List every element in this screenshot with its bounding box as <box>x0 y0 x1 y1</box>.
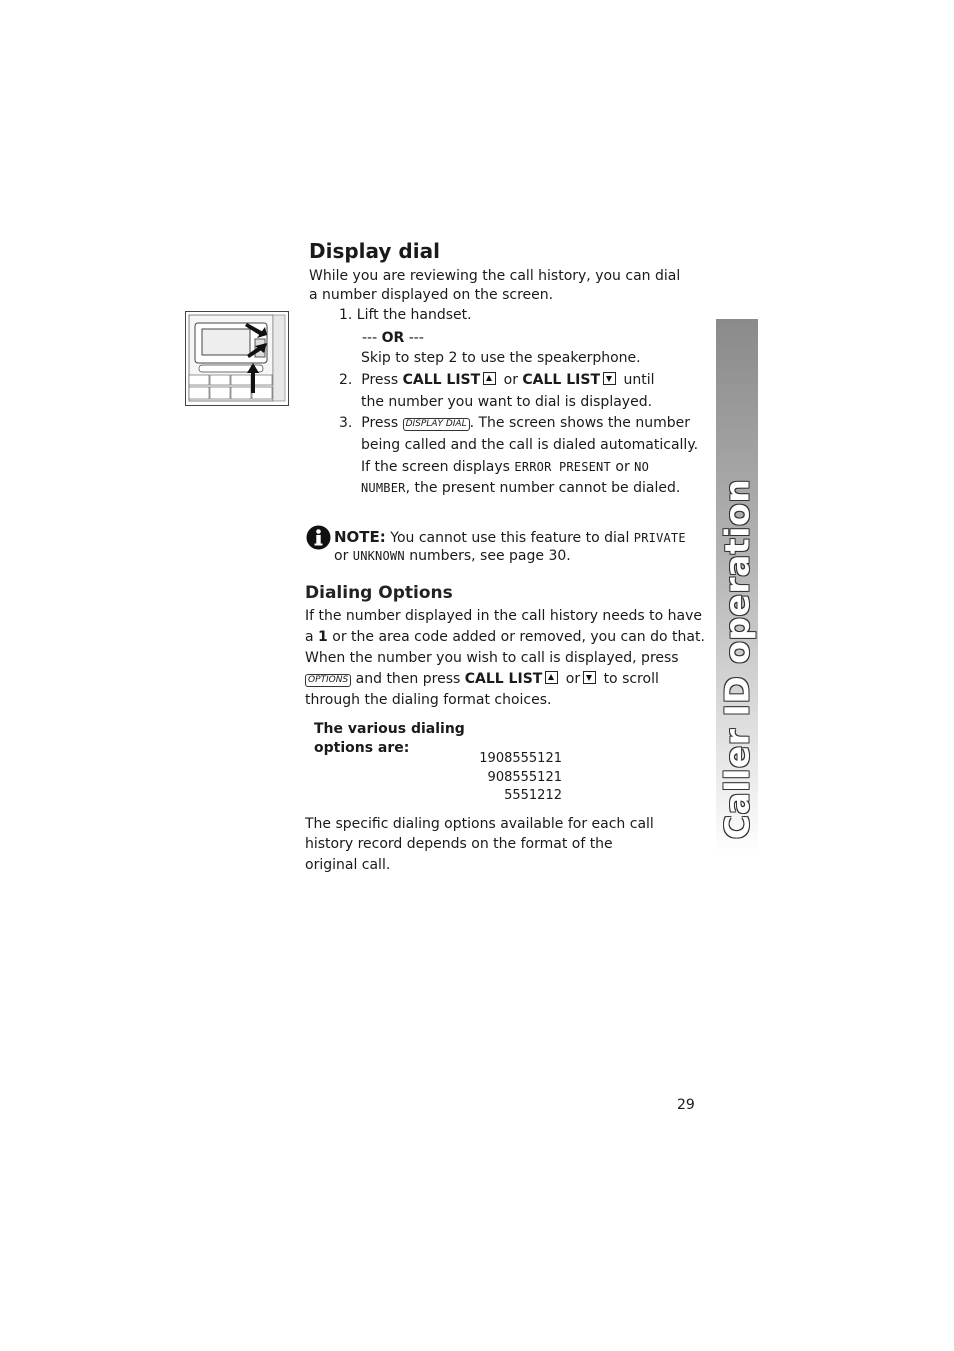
step-1: 1. Lift the handset. <box>339 307 472 323</box>
intro-line-2: a number displayed on the screen. <box>309 287 554 303</box>
step-3-line-4 <box>361 478 680 499</box>
step-3 <box>339 413 690 434</box>
step-3-line-3-or: or <box>615 459 630 475</box>
step-3-line-2: being called and the call is dialed automatically. <box>361 437 699 453</box>
closing-line-1: The specific dialing options available for each call <box>305 816 654 832</box>
options-line-3: When the number you wish to call is displayed, press <box>305 650 679 666</box>
step-1-skip: Skip to step 2 to use the speakerphone. <box>361 350 641 366</box>
step-3-line-4-post: , the present number cannot be dialed. <box>405 480 681 496</box>
step-3-line-3-pre: If the screen displays <box>361 459 510 475</box>
display-dial-key-icon: DISPLAY DIAL <box>403 418 470 431</box>
lcd-unknown: UNKNOWN <box>352 549 405 563</box>
step-2-or: or <box>503 372 518 388</box>
step-2-line-2: the number you want to dial is displayed. <box>361 394 653 410</box>
options-line-4-a: and then press <box>355 671 461 687</box>
list-item: 908555121 <box>487 769 562 785</box>
page-number: 29 <box>677 1097 695 1113</box>
sidebar-title: Caller ID operation <box>717 478 757 840</box>
options-line-4 <box>305 669 659 690</box>
lcd-no: NO <box>634 460 650 474</box>
step-2-press: Press <box>361 372 399 388</box>
list-item: 1908555121 <box>479 751 562 766</box>
call-list-key: CALL LIST <box>464 671 543 687</box>
step-3-line-3 <box>361 457 649 478</box>
page-title: Display dial <box>309 239 440 263</box>
step-2 <box>339 370 654 391</box>
lcd-error-present: ERROR PRESENT <box>514 460 611 474</box>
options-key-icon: OPTIONS <box>305 674 351 687</box>
call-list-key: CALL LIST <box>402 372 481 388</box>
sidebar-tab <box>716 319 758 856</box>
up-arrow-icon <box>483 372 496 385</box>
note-line-2 <box>334 546 571 567</box>
options-list-label-2: options are: <box>314 740 410 756</box>
options-line-1: If the number displayed in the call history needs to have <box>305 608 703 624</box>
down-arrow-icon <box>583 671 596 684</box>
step-3-after-key: . The screen shows the number <box>469 415 690 431</box>
section-heading: Dialing Options <box>305 583 453 603</box>
list-item: 5551212 <box>504 788 562 803</box>
digit-one: 1 <box>318 629 328 645</box>
step-3-number: 3. <box>339 415 353 431</box>
or-suffix: --- <box>404 330 424 346</box>
intro-line-1: While you are reviewing the call history, you can dial <box>309 268 681 284</box>
phone-illustration <box>185 311 289 406</box>
call-list-key: CALL LIST <box>522 372 600 388</box>
down-arrow-icon <box>603 372 616 385</box>
info-icon <box>306 525 331 550</box>
options-line-4-b: to scroll <box>603 671 659 687</box>
options-line-2-a: a <box>305 629 314 645</box>
options-list-label-1: The various dialing <box>314 721 465 737</box>
options-line-2-b: or the area code added or removed, you can do that. <box>332 629 705 645</box>
closing-line-3: original call. <box>305 857 391 873</box>
options-or: or <box>565 671 581 687</box>
or-prefix: --- <box>362 330 382 346</box>
or-word: OR <box>381 330 405 346</box>
note-text-1: You cannot use this feature to dial <box>390 530 630 546</box>
options-line-5: through the dialing format choices. <box>305 692 552 708</box>
up-arrow-icon <box>545 671 558 684</box>
lcd-private: PRIVATE <box>633 531 686 545</box>
step-2-until: until <box>623 372 655 388</box>
options-line-2 <box>305 627 705 648</box>
closing-line-2: history record depends on the format of the <box>305 836 613 852</box>
step-2-number: 2. <box>339 372 353 388</box>
step-3-press: Press <box>361 415 399 431</box>
note-label: NOTE: <box>334 528 386 546</box>
note-or: or <box>334 548 349 564</box>
dialing-options-list <box>462 750 562 806</box>
or-separator <box>362 328 424 349</box>
note-text-2: numbers, see page 30. <box>409 548 571 564</box>
lcd-number: NUMBER <box>361 481 406 495</box>
